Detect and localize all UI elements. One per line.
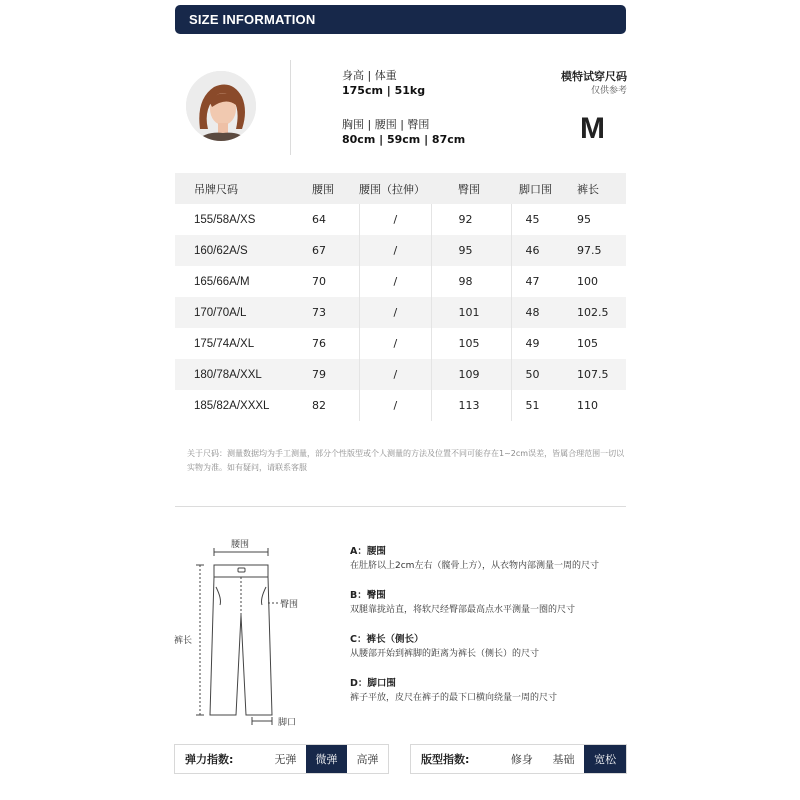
diagram-hem-label: 脚口 xyxy=(278,718,297,728)
table-row xyxy=(175,297,626,328)
measure-cell: 51 xyxy=(511,390,573,421)
measure-cell: 49 xyxy=(511,328,573,359)
measure-cell: 113 xyxy=(431,390,511,421)
table-row xyxy=(175,328,626,359)
table-header: 吊牌尺码 xyxy=(194,182,238,196)
measure-cell: 48 xyxy=(511,297,573,328)
size-note: 关于尺码：测量数据均为手工测量，部分个性版型或个人测量的方法及位置不同可能存在1~2cm误差，皆属合理范围一切以实物为准。如有疑问，请联系客服 xyxy=(187,449,625,472)
guide-length-title: C：裤长（侧长） xyxy=(350,634,424,645)
measure-cell: / xyxy=(359,390,431,421)
measure-cell: 95 xyxy=(431,235,511,266)
measure-cell: / xyxy=(359,328,431,359)
elasticity-index xyxy=(174,744,389,774)
measurements-label: 胸围 | 腰围 | 臀围 xyxy=(342,118,430,131)
try-on-subtitle: 仅供参考 xyxy=(590,86,627,96)
measure-cell: / xyxy=(359,359,431,390)
guide-hip-desc: 双腿靠拢站直，将软尺经臀部最高点水平测量一圈的尺寸 xyxy=(350,605,576,615)
table-row xyxy=(175,235,626,266)
elasticity-label: 弹力指数: xyxy=(185,753,234,766)
measure-cell: 79 xyxy=(312,368,326,381)
model-avatar xyxy=(186,71,256,141)
table-row xyxy=(175,359,626,390)
measure-cell: 73 xyxy=(312,306,326,319)
diagram-length-label: 裤长 xyxy=(174,636,193,646)
measure-cell: 105 xyxy=(577,337,598,350)
measure-cell: 67 xyxy=(312,244,326,257)
measure-cell: / xyxy=(359,235,431,266)
measure-cell: 45 xyxy=(511,204,573,235)
guide-hip-title: B：臀围 xyxy=(350,590,386,601)
measure-cell: 110 xyxy=(577,399,598,412)
table-row xyxy=(175,390,626,421)
fit-label: 版型指数: xyxy=(421,753,470,766)
measurements-value: 80cm | 59cm | 87cm xyxy=(342,133,466,146)
measure-cell: 95 xyxy=(577,213,591,226)
pants-diagram xyxy=(170,535,310,730)
measure-cell: 100 xyxy=(577,275,598,288)
diagram-waist-label: 腰围 xyxy=(231,540,250,550)
measure-cell: 50 xyxy=(511,359,573,390)
measure-cell: 92 xyxy=(431,204,511,235)
fit-option-slim: 修身 xyxy=(510,753,533,766)
measure-cell: 97.5 xyxy=(577,244,602,257)
measure-cell: 102.5 xyxy=(577,306,609,319)
guide-hem-desc: 裤子平放，皮尺在裤子的最下口横向绕量一周的尺寸 xyxy=(350,693,558,703)
guide-hem-title: D：脚口围 xyxy=(350,678,396,689)
size-label-cell: 170/70A/L xyxy=(194,306,247,319)
model-divider xyxy=(290,60,291,155)
elasticity-option-slight: 微弹 xyxy=(306,745,347,773)
fit-index xyxy=(410,744,627,774)
measure-cell: 107.5 xyxy=(577,368,609,381)
table-header: 裤长 xyxy=(577,182,599,196)
size-label-cell: 185/82A/XXXL xyxy=(194,399,270,412)
guide-length-desc: 从腰部开始到裤脚的距离为裤长（侧长）的尺寸 xyxy=(350,649,540,659)
elasticity-option-none: 无弹 xyxy=(274,753,297,766)
measure-cell: 64 xyxy=(312,213,326,226)
table-header: 腰围（拉伸） xyxy=(359,182,425,196)
size-table xyxy=(175,173,626,421)
size-info-header xyxy=(175,5,626,34)
elasticity-option-high: 高弹 xyxy=(356,753,379,766)
measure-cell: / xyxy=(359,266,431,297)
size-label-cell: 160/62A/S xyxy=(194,244,248,257)
table-row xyxy=(175,266,626,297)
table-row xyxy=(175,204,626,235)
size-label-cell: 180/78A/XXL xyxy=(194,368,262,381)
measure-cell: 82 xyxy=(312,399,326,412)
measure-cell: / xyxy=(359,297,431,328)
section-divider xyxy=(175,506,626,507)
try-on-size: M xyxy=(580,112,605,145)
guide-waist-title: A：腰围 xyxy=(350,546,386,557)
size-label-cell: 155/58A/XS xyxy=(194,213,256,226)
measure-cell: 76 xyxy=(312,337,326,350)
measure-cell: 101 xyxy=(431,297,511,328)
height-weight-value: 175cm | 51kg xyxy=(342,84,426,97)
measure-cell: 70 xyxy=(312,275,326,288)
header-title: SIZE INFORMATION xyxy=(189,12,316,27)
measure-cell: 105 xyxy=(431,328,511,359)
fit-option-regular: 基础 xyxy=(552,753,575,766)
measure-cell: 46 xyxy=(511,235,573,266)
diagram-hip-label: 臀围 xyxy=(280,600,299,610)
table-header: 脚口围 xyxy=(519,182,552,196)
measure-cell: 109 xyxy=(431,359,511,390)
pants-outline-icon xyxy=(196,548,278,725)
height-weight-label: 身高 | 体重 xyxy=(342,69,397,82)
guide-waist-desc: 在肚脐以上2cm左右（髋骨上方），从衣物内部测量一周的尺寸 xyxy=(350,561,599,571)
table-header: 腰围 xyxy=(312,182,334,196)
table-header-row xyxy=(175,173,626,204)
size-label-cell: 165/66A/M xyxy=(194,275,250,288)
size-label-cell: 175/74A/XL xyxy=(194,337,255,350)
fit-option-loose: 宽松 xyxy=(584,745,626,773)
measure-cell: 98 xyxy=(431,266,511,297)
table-header: 臀围 xyxy=(458,182,480,196)
measure-cell: 47 xyxy=(511,266,573,297)
measure-cell: / xyxy=(359,204,431,235)
try-on-title: 模特试穿尺码 xyxy=(561,70,627,83)
